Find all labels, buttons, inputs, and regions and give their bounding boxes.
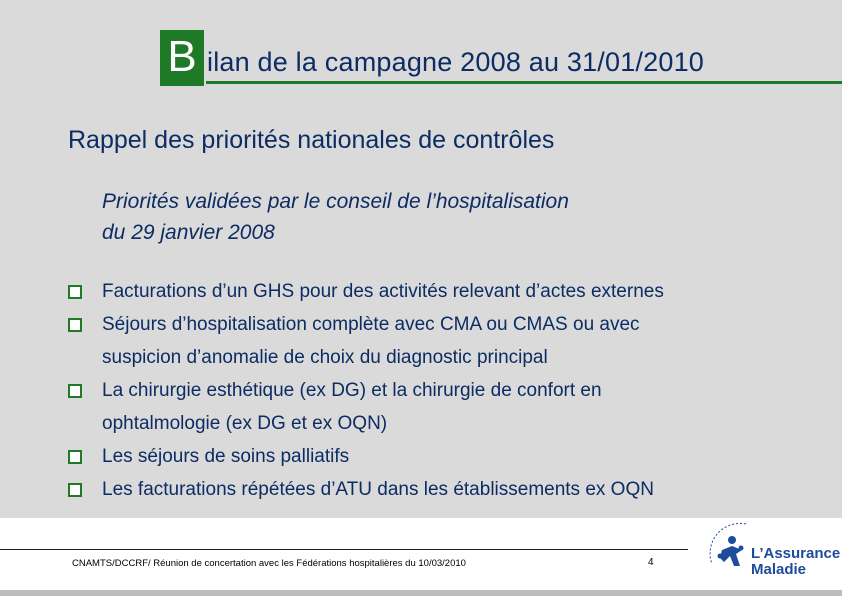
title-initial-letter: B <box>160 30 204 86</box>
list-item-line: Les séjours de soins palliatifs <box>102 446 350 467</box>
priority-note-line: Priorités validées par le conseil de l’hospitalisation <box>102 190 569 213</box>
logo-wordmark <box>751 546 840 578</box>
list-item <box>68 308 828 374</box>
list-item-line: La chirurgie esthétique (ex DG) et la chirurgie de confort en <box>102 380 602 401</box>
logo-line: Maladie <box>751 561 807 578</box>
list-item-line: Facturations d’un GHS pour des activités relevant d’actes externes <box>102 281 664 302</box>
checkbox-bullet-icon <box>68 285 82 299</box>
checkbox-bullet-icon <box>68 384 82 398</box>
assurance-maladie-logo <box>706 520 841 590</box>
checkbox-bullet-icon <box>68 483 82 497</box>
bottom-bar <box>0 590 842 596</box>
checkbox-bullet-icon <box>68 450 82 464</box>
list-item-line: Séjours d’hospitalisation complète avec CMA ou CMAS ou avec <box>102 314 640 335</box>
list-item <box>68 473 828 506</box>
checkbox-bullet-icon <box>68 318 82 332</box>
list-item <box>68 275 828 308</box>
footer-text: CNAMTS/DCCRF/ Réunion de concertation avec les Fédérations hospitalières du 10/03/2010 <box>72 558 466 569</box>
priority-note-line: du 29 janvier 2008 <box>102 221 275 244</box>
priority-list <box>68 275 828 506</box>
page-number: 4 <box>648 557 654 568</box>
title-underline <box>206 81 842 84</box>
list-item-line: ophtalmologie (ex DG et ex OQN) <box>102 413 388 434</box>
footer-divider <box>0 549 688 550</box>
title-text: ilan de la campagne 2008 au 31/01/2010 <box>207 47 705 77</box>
list-item-line: Les facturations répétées d’ATU dans les établissements ex OQN <box>102 479 654 500</box>
priority-note <box>102 186 802 248</box>
list-item-line: suspicion d’anomalie de choix du diagnostic principal <box>102 347 548 368</box>
assurance-maladie-logo-icon <box>706 520 752 584</box>
logo-line: L’Assurance <box>751 545 841 562</box>
list-item <box>68 374 828 440</box>
slide-title <box>160 30 842 86</box>
slide-subtitle: Rappel des priorités nationales de contrôles <box>68 126 555 154</box>
list-item <box>68 440 828 473</box>
